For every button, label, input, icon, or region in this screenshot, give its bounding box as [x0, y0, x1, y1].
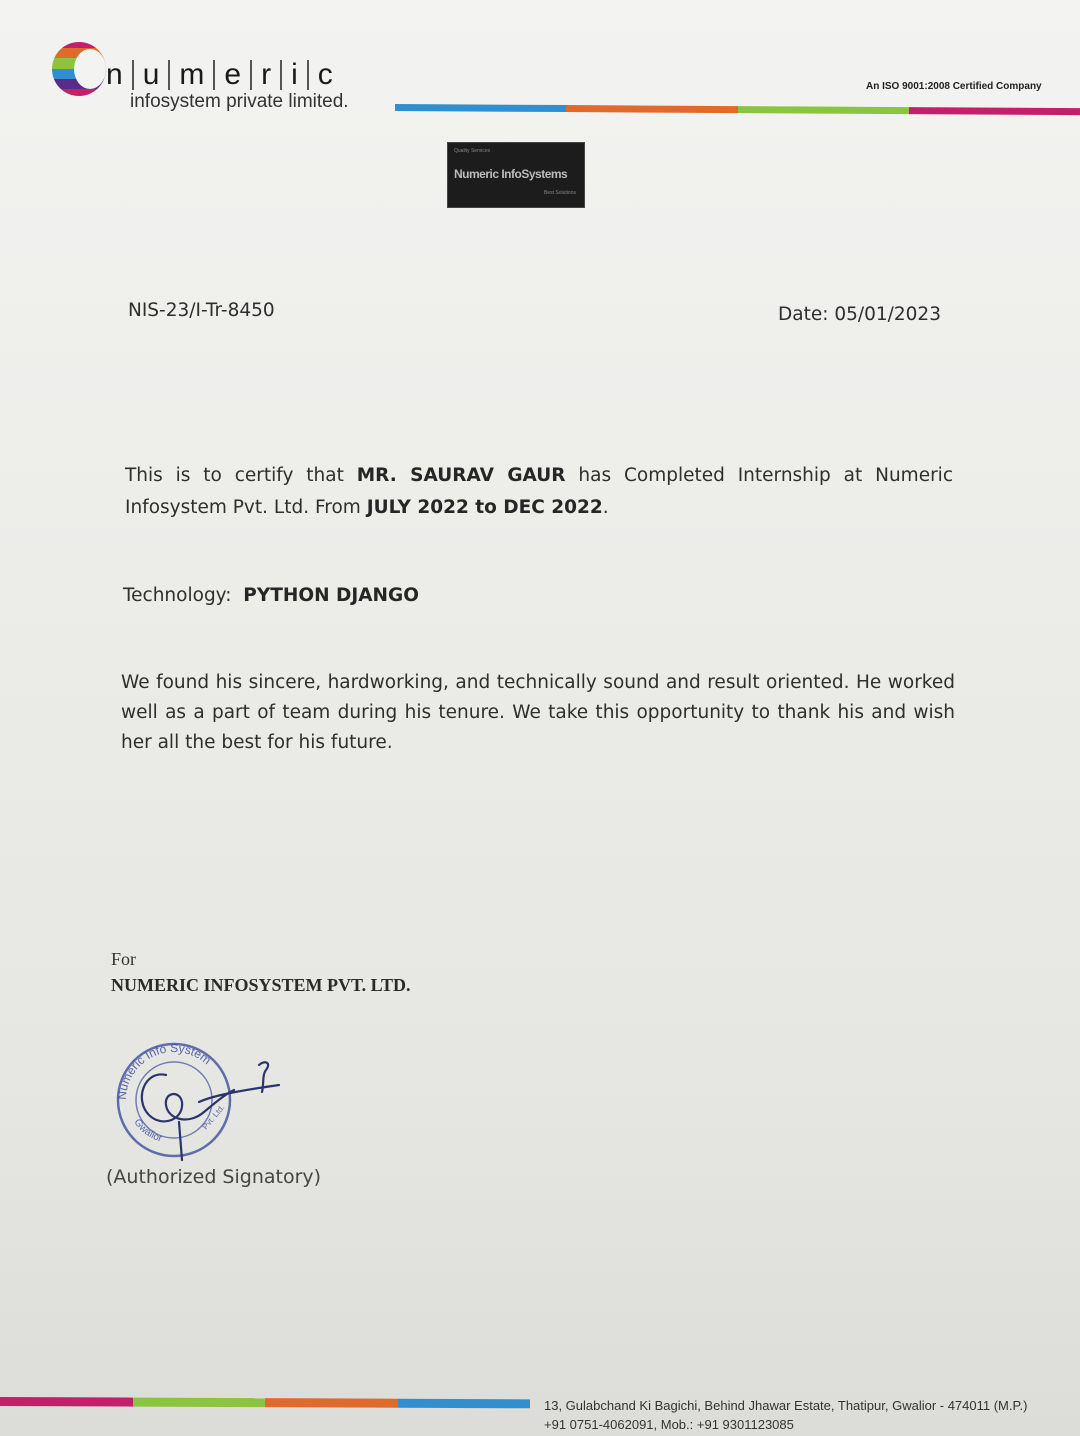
- logo-letter: i: [280, 60, 307, 90]
- para1-end: .: [602, 497, 609, 518]
- iso-certification: An ISO 9001:2008 Certified Company: [866, 81, 1042, 92]
- logo-letter: n: [106, 58, 123, 91]
- authorized-signatory: (Authorized Signatory): [106, 1166, 322, 1188]
- stamp-text-top: Numeric Info System: [114, 1040, 214, 1101]
- reference-number: NIS-23/I-Tr-8450: [128, 300, 275, 321]
- appreciation-paragraph: We found his sincere, hardworking, and technically sound and result oriented. He worked well as a part of team during his tenure. We take this opportunity to thank his and wish her all the best for his future.: [121, 672, 955, 753]
- logo-wordmark: [100, 60, 342, 90]
- emblem-title: Numeric InfoSystems: [454, 167, 568, 181]
- company-stamp-signature: [104, 1030, 289, 1170]
- emblem-bottom-text: Best Solutions: [544, 190, 576, 196]
- logo-tagline: infosystem private limited.: [130, 91, 349, 112]
- date-label: Date:: [778, 304, 829, 325]
- stamp-text-right: Pvt. Ltd.: [200, 1103, 227, 1132]
- logo-letter: m: [168, 60, 213, 90]
- letter-date: [778, 304, 941, 325]
- intern-name: MR. SAURAV GAUR: [356, 465, 566, 486]
- footer-address: 13, Gulabchand Ki Bagichi, Behind Jhawar Estate, Thatipur, Gwalior - 474011 (M.P.): [544, 1398, 1028, 1413]
- technology-value: PYTHON DJANGO: [243, 585, 419, 606]
- logo-letter: u: [132, 60, 169, 90]
- para1-intro: This is to certify that: [125, 465, 357, 486]
- date-value: 05/01/2023: [834, 304, 941, 325]
- company-emblem: [447, 142, 585, 208]
- logo-letter: r: [250, 60, 280, 90]
- footer-phone: +91 0751-4062091, Mob.: +91 9301123085: [544, 1417, 794, 1432]
- logo-letter: e: [213, 60, 250, 90]
- emblem-top-text: Quality Services: [454, 148, 491, 154]
- certification-paragraph: [125, 460, 953, 524]
- technology-line: [123, 585, 419, 606]
- para1-middle: has Completed Internship at Numeric Infosystem Pvt. Ltd. From: [125, 465, 953, 518]
- logo-letter: c: [307, 60, 342, 90]
- stamp-text-bottom: Gwalior: [131, 1117, 164, 1145]
- footer-color-bar: [0, 1397, 530, 1408]
- company-name: NUMERIC INFOSYSTEM PVT. LTD.: [111, 975, 411, 995]
- header-color-bar: [395, 104, 1080, 115]
- internship-period: JULY 2022 to DEC 2022: [366, 497, 603, 518]
- technology-label: Technology:: [123, 585, 232, 606]
- for-label: For: [111, 949, 137, 969]
